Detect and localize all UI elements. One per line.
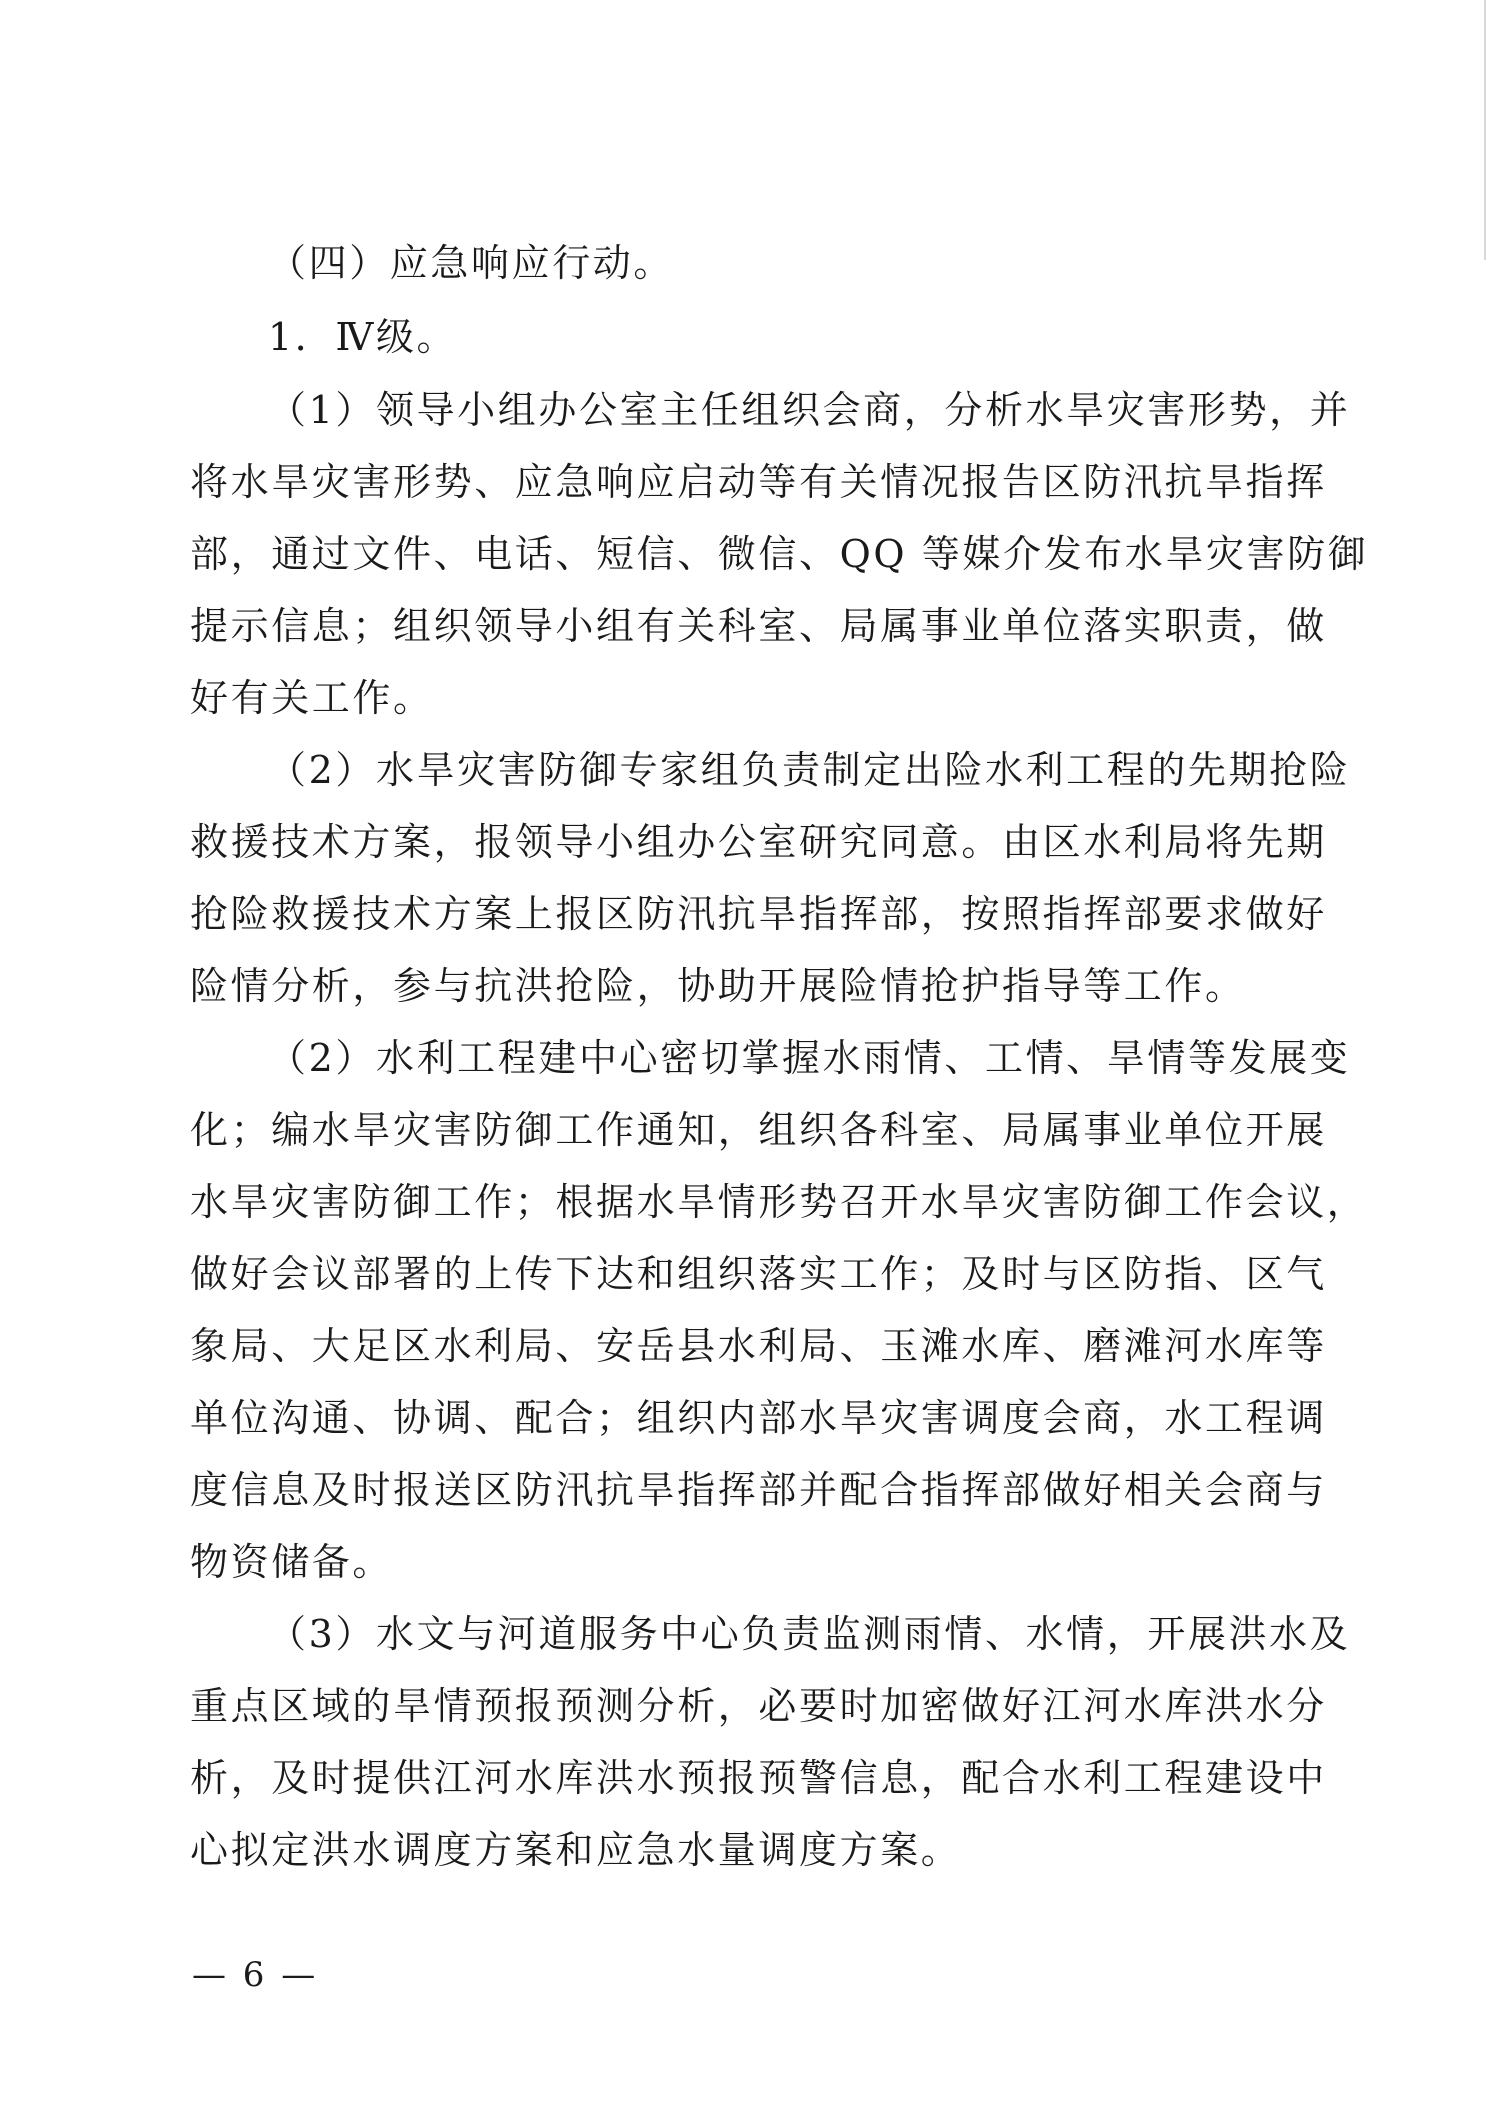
text-line: 化；编水旱灾害防御工作通知，组织各科室、局属事业单位开展 <box>190 1108 1327 1152</box>
text-line: 度信息及时报送区防汛抗旱指挥部并配合指挥部做好相关会商与 <box>190 1468 1327 1512</box>
page-number: — 6 — <box>192 1955 319 1995</box>
text-line: 将水旱灾害形势、应急响应启动等有关情况报告区防汛抗旱指挥 <box>190 460 1327 504</box>
scan-edge-mark <box>1484 0 1486 260</box>
text-line: 部，通过文件、电话、短信、微信、QQ 等媒介发布水旱灾害防御 <box>190 532 1369 576</box>
text-line: 物资储备。 <box>190 1540 394 1584</box>
text-line: 抢险救援技术方案上报区防汛抗旱指挥部，按照指挥部要求做好 <box>190 892 1327 936</box>
text-line: 险情分析，参与抗洪抢险，协助开展险情抢护指导等工作。 <box>190 964 1246 1008</box>
text-line: 析，及时提供江河水库洪水预报预警信息，配合水利工程建设中 <box>190 1756 1327 1800</box>
text-line: （1）领导小组办公室主任组织会商，分析水旱灾害形势，并 <box>268 388 1351 432</box>
section-heading: （四）应急响应行动。 <box>268 241 675 285</box>
text-line: （2）水旱灾害防御专家组负责制定出险水利工程的先期抢险 <box>268 748 1351 792</box>
text-line: 救援技术方案，报领导小组办公室研究同意。由区水利局将先期 <box>190 820 1327 864</box>
text-line: 做好会议部署的上传下达和组织落实工作；及时与区防指、区气 <box>190 1252 1327 1296</box>
text-line: 提示信息；组织领导小组有关科室、局属事业单位落实职责，做 <box>190 604 1327 648</box>
text-line: 重点区域的旱情预报预测分析，必要时加密做好江河水库洪水分 <box>190 1684 1327 1728</box>
text-line: 好有关工作。 <box>190 676 434 720</box>
text-line: （2）水利工程建中心密切掌握水雨情、工情、旱情等发展变 <box>268 1036 1351 1080</box>
text-line: 单位沟通、协调、配合；组织内部水旱灾害调度会商，水工程调 <box>190 1396 1327 1440</box>
text-line: 水旱灾害防御工作；根据水旱情形势召开水旱灾害防御工作会议， <box>190 1180 1368 1224</box>
text-line: （3）水文与河道服务中心负责监测雨情、水情，开展洪水及 <box>268 1612 1351 1656</box>
level-heading: 1．Ⅳ级。 <box>268 315 458 359</box>
text-line: 象局、大足区水利局、安岳县水利局、玉滩水库、磨滩河水库等 <box>190 1324 1327 1368</box>
text-line: 心拟定洪水调度方案和应急水量调度方案。 <box>190 1828 962 1872</box>
